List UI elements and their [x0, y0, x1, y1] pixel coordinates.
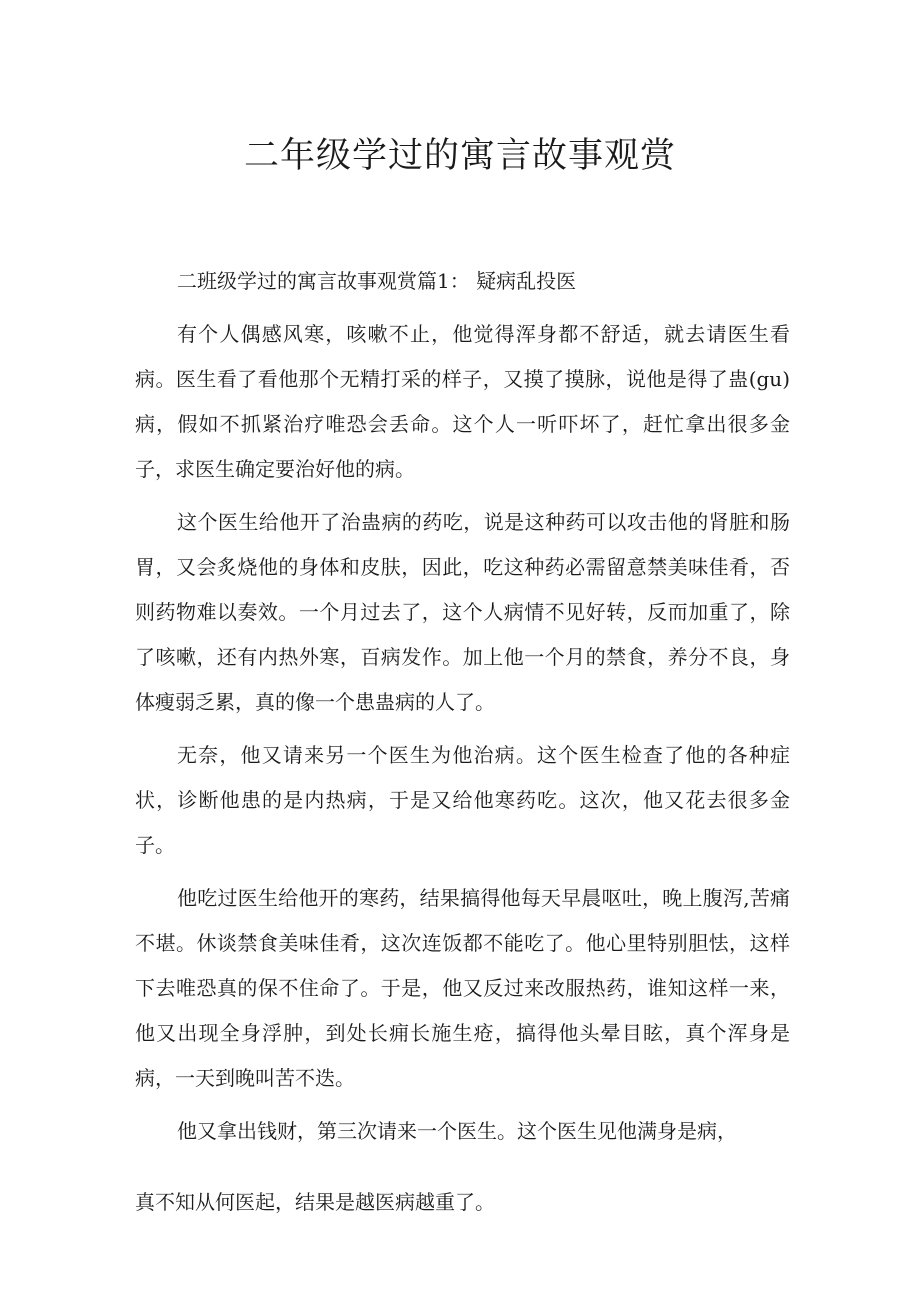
section-heading: 二班级学过的寓言故事观赏篇1： 疑病乱投医: [177, 269, 577, 293]
document-title: 二年级学过的寓言故事观赏: [243, 136, 676, 176]
paragraph: 他又拿出钱财，第三次请来一个医生。这个医生见他满身是病，: [177, 1119, 737, 1143]
document-body: [135, 259, 790, 1233]
final-line: 真不知从何医起，结果是越医病越重了。: [135, 1190, 495, 1214]
paragraph: 他吃过医生给他开的寒药，结果搞得他每天早晨呕吐，晚上腹泻,苦痛不堪。休谈禁食美味佳肴，这次连饭都不能吃了。他心里特别胆怯，这样下去唯恐真的保不住命了。于是，他又反过来改服热药，谁知这样一来，他又出现全身浮肿，到处长痈长施生疮，搞得他头晕目眩，真个浑身是病，一天到晚叫苦不迭。: [135, 886, 790, 1090]
paragraph: 无奈，他又请来另一个医生为他治病。这个医生检查了他的各种症状，诊断他患的是内热病，于是又给他寒药吃。这次，他又花去很多金子。: [135, 743, 790, 857]
paragraph: 有个人偶感风寒，咳嗽不止，他觉得浑身都不舒适，就去请医生看病。医生看了看他那个无精打采的样子，又摸了摸脉，说他是得了蛊(gu)病，假如不抓紧治疗唯恐会丢命。这个人一听吓坏了，赶忙拿出很多金子，求医生确定要治好他的病。: [135, 322, 790, 481]
paragraph: 这个医生给他开了治蛊病的药吃，说是这种药可以攻击他的肾脏和肠胃，又会炙烧他的身体和皮肤，因此，吃这种药必需留意禁美味佳肴，否则药物难以奏效。一个月过去了，这个人病情不见好转，反而加重了，除了咳嗽，还有内热外寒，百病发作。加上他一个月的禁食，养分不良，身体瘦弱乏累，真的像一个患蛊病的人了。: [135, 510, 790, 714]
